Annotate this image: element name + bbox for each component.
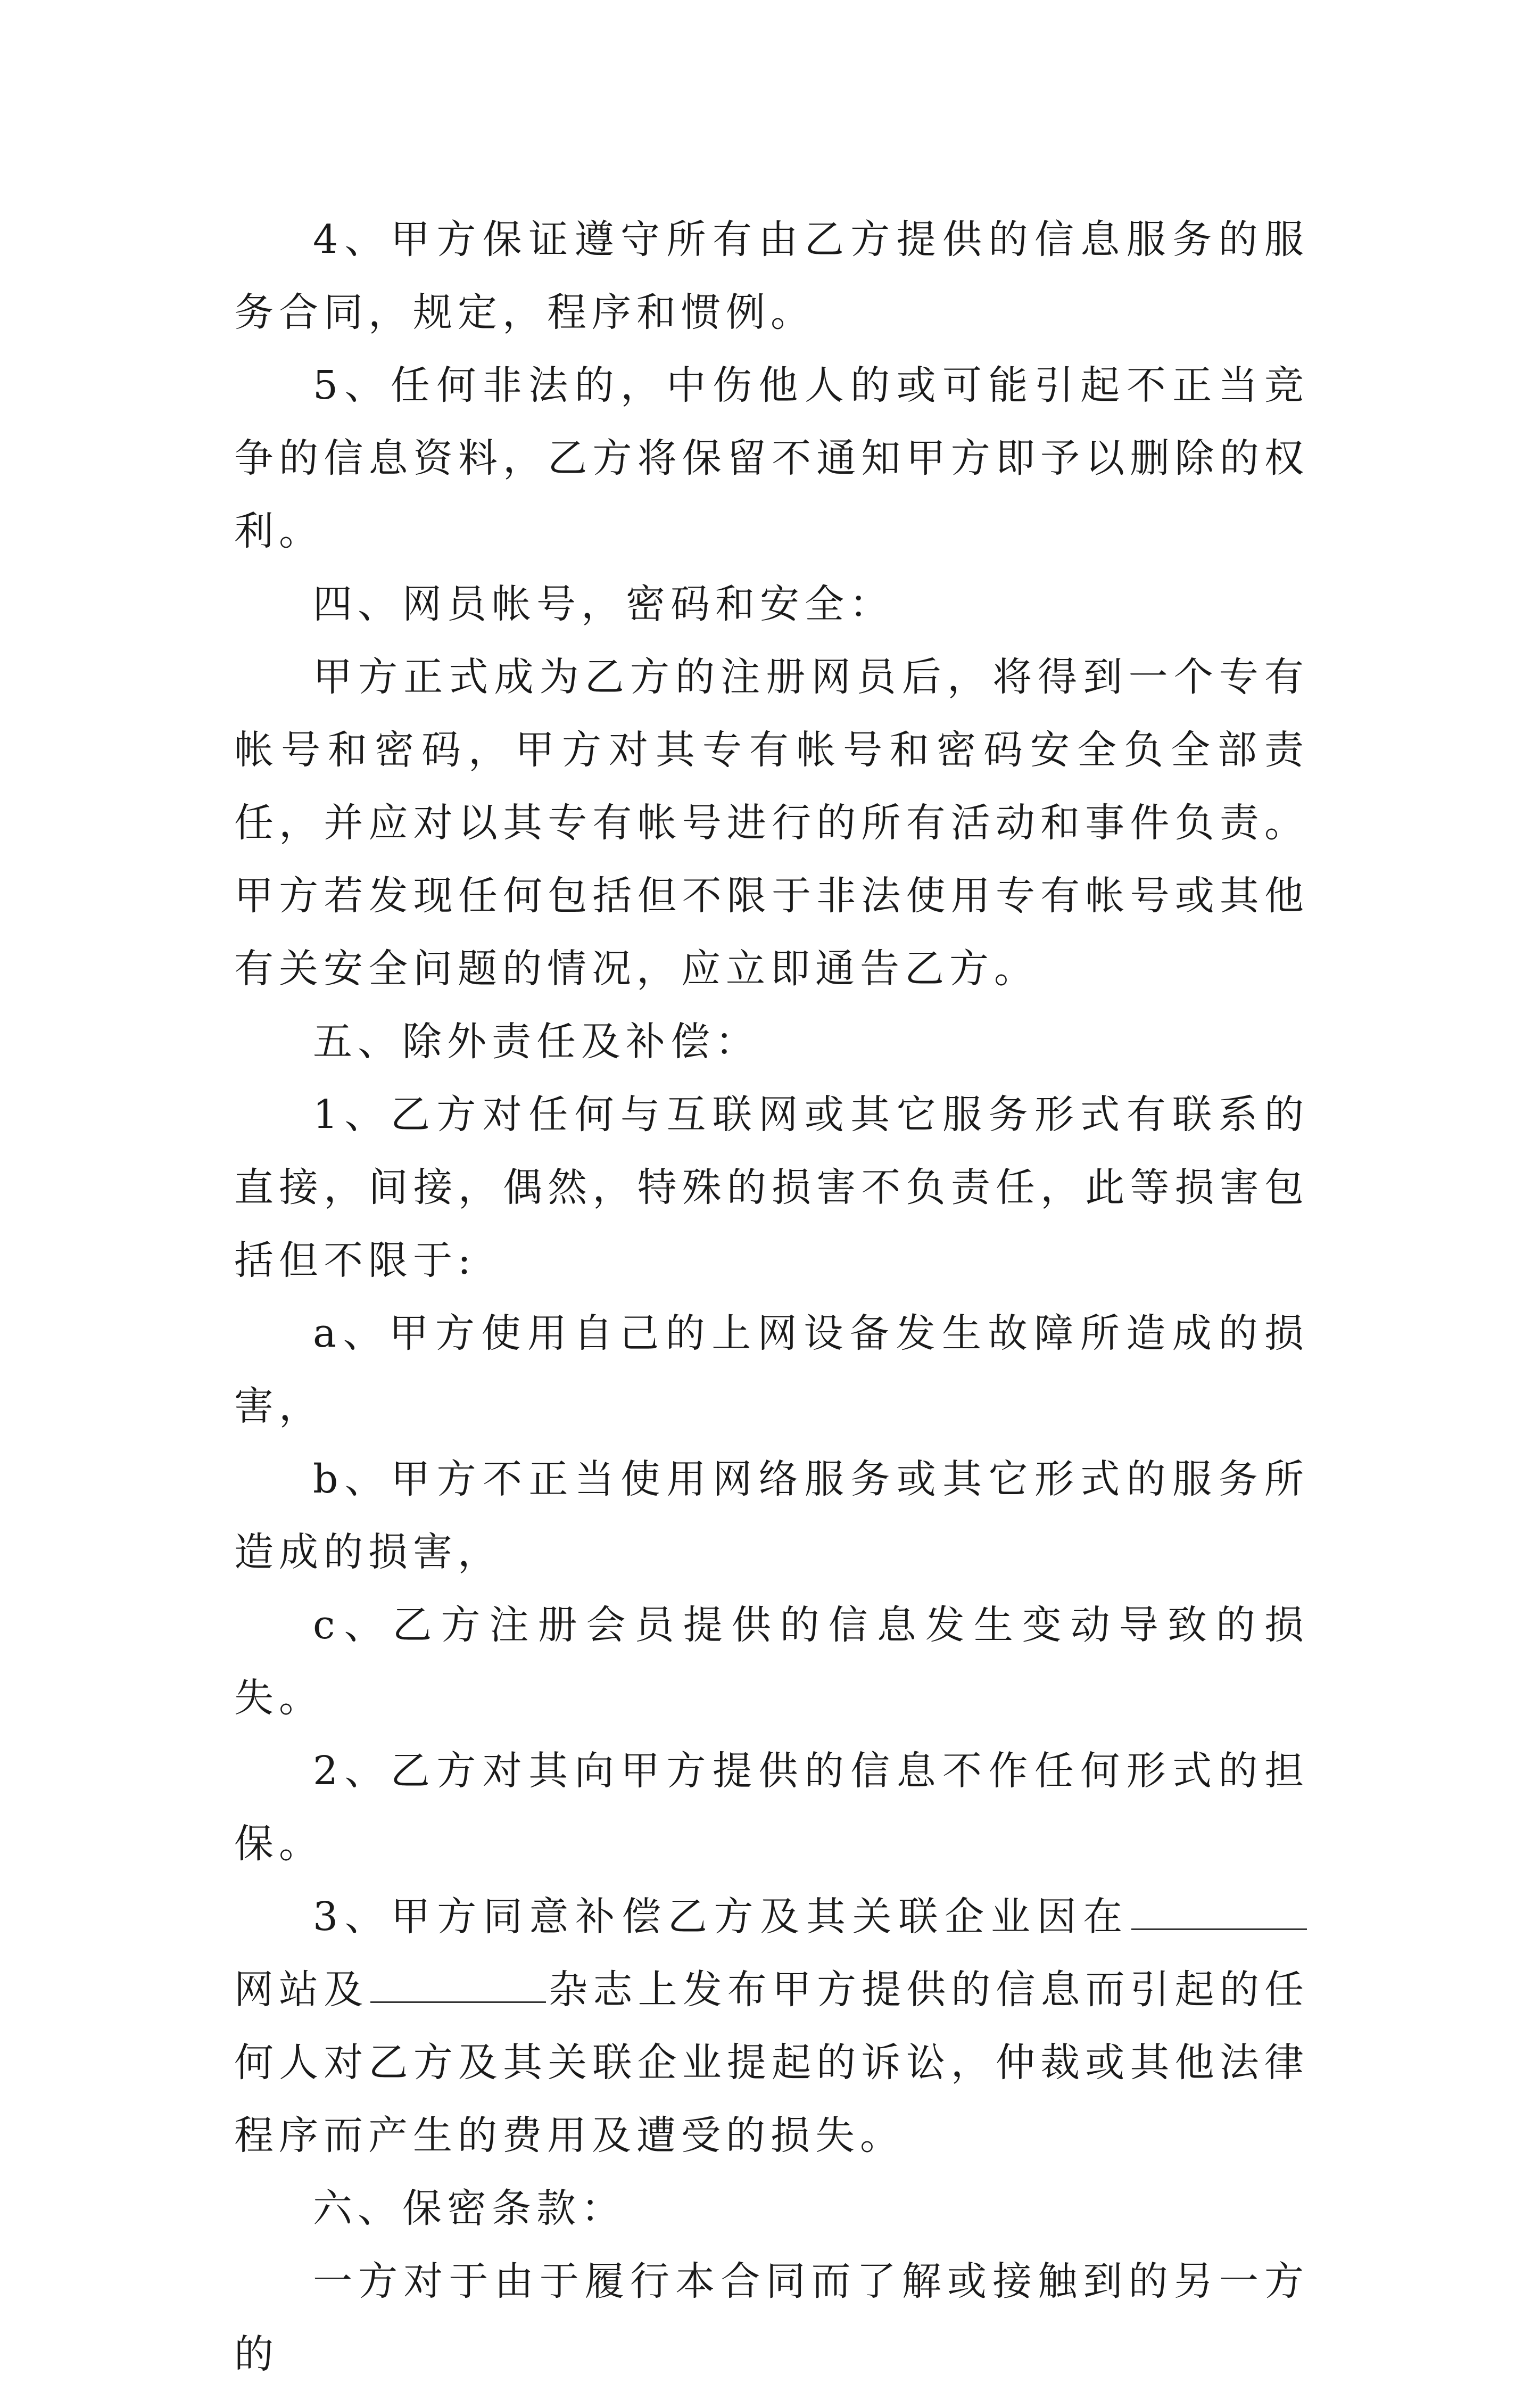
clause-4: 4、甲方保证遵守所有由乙方提供的信息服务的服务合同，规定，程序和惯例。	[234, 217, 1309, 335]
section-heading-liability: 五、除外责任及补偿：	[313, 1019, 760, 1065]
liability-item-b: b、甲方不正当使用网络服务或其它形式的服务所造成的损害，	[234, 1456, 1309, 1575]
section-heading-confidentiality: 六、保密条款：	[313, 2186, 626, 2231]
clause-5: 5、任何非法的，中伤他人的或可能引起不正当竞争的信息资料，乙方将保留不通知甲方即予以删除的权利。	[234, 362, 1309, 554]
liability-clause-3	[234, 1881, 1309, 2172]
liability-clause-1: 1、乙方对任何与互联网或其它服务形式有联系的直接，间接，偶然，特殊的损害不负责任，此等损害包括但不限于:	[234, 1092, 1309, 1283]
liability-clause-2: 2、乙方对其向甲方提供的信息不作任何形式的担保。	[234, 1748, 1309, 1867]
liability-item-c: c、乙方注册会员提供的信息发生变动导致的损失。	[234, 1602, 1309, 1721]
website-blank-field	[1131, 1897, 1307, 1930]
confidentiality-text: 一方对于由于履行本合同而了解或接触到的另一方的	[234, 2258, 1309, 2377]
document-body	[234, 203, 1309, 2391]
clause-3-part3: 杂志上发布甲方提供的信息而引起的任何人对乙方及其关联企业提起的诉讼，仲裁或其他法律程序而产生的费用及遭受的损失。	[234, 1967, 1310, 2158]
clause-3-part2: 网站及	[234, 1967, 369, 2013]
magazine-blank-field	[370, 1969, 546, 2003]
liability-item-a: a、甲方使用自己的上网设备发生故障所造成的损害，	[234, 1310, 1309, 1429]
account-security-text: 甲方正式成为乙方的注册网员后，将得到一个专有帐号和密码，甲方对其专有帐号和密码安全负全部责任，并应对以其专有帐号进行的所有活动和事件负责。甲方若发现任何包括但不限于非法使用专有帐号或其他有关安全问题的情况，应立即通告乙方。	[234, 654, 1309, 992]
section-heading-account-security: 四、网员帐号，密码和安全：	[313, 581, 894, 627]
clause-3-part1: 3、甲方同意补偿乙方及其关联企业因在	[313, 1894, 1129, 1940]
